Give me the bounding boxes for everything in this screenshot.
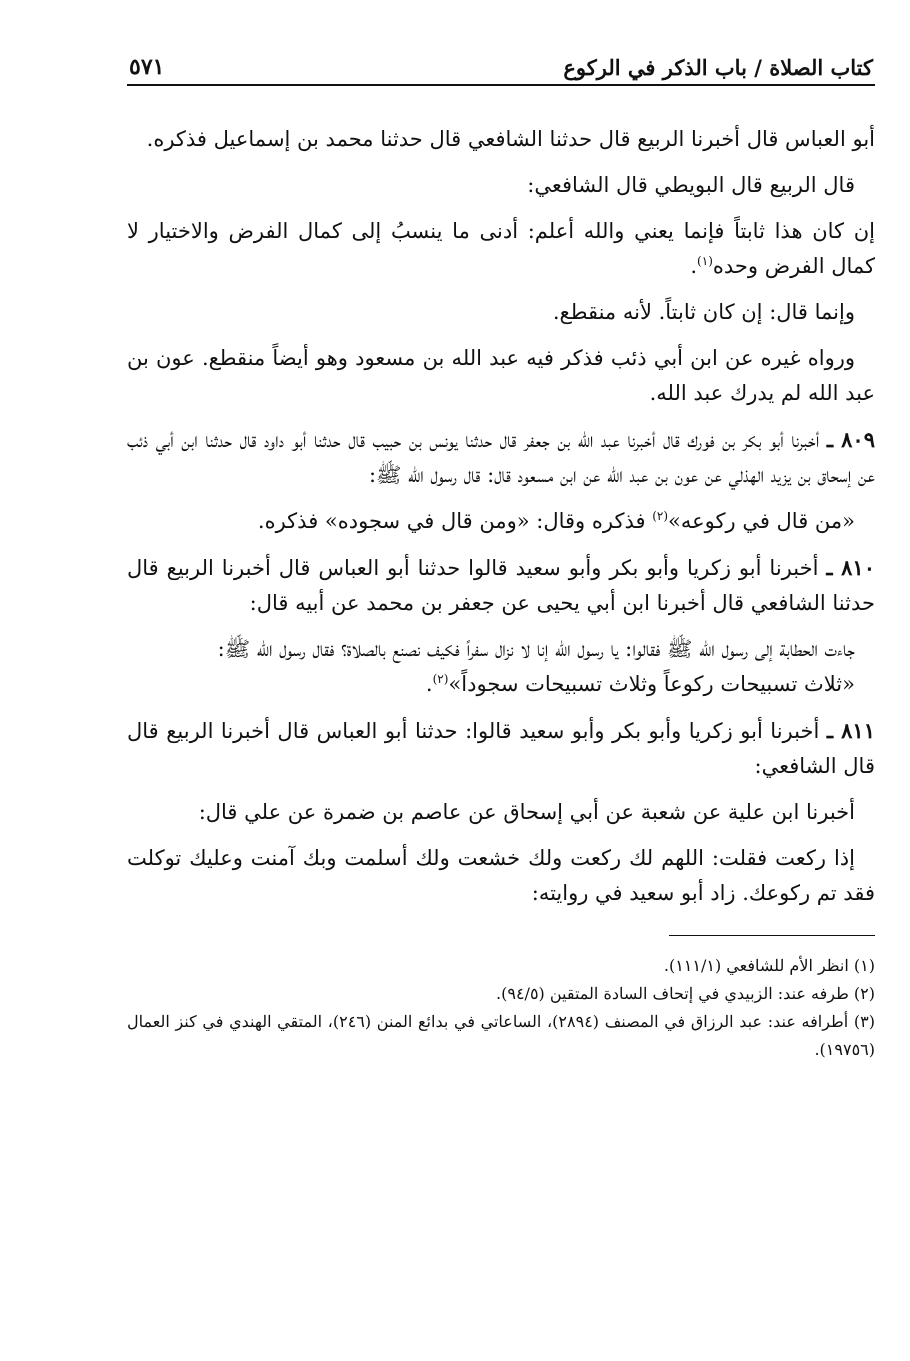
paragraph-text: إذا ركعت فقلت: اللهم لك ركعت ولك خشعت ولك أسلمت وبك آمنت وعليك توكلت فقد تم ركوعك. زاد أبو سعيد في روايته: — [127, 846, 875, 905]
main-text — [127, 122, 875, 911]
paragraph-tail: . — [425, 672, 433, 696]
paragraph-4 — [127, 295, 875, 330]
paragraph-1 — [127, 122, 875, 157]
paragraph-3 — [127, 214, 875, 284]
hadith-number: ٨١١ ـ — [826, 718, 875, 743]
paragraph-text: أخبرنا أبو زكريا وأبو بكر وأبو سعيد قالوا حدثنا أبو العباس قال أخبرنا الربيع قال حدثنا الشافعي قال أخبرنا ابن أبي يحيى عن جعفر بن محمد عن أبيه قال: — [127, 556, 875, 615]
page-number: ٥٧١ — [129, 54, 165, 80]
page-header — [127, 40, 875, 86]
footnote-ref: (٢) — [652, 509, 669, 523]
footnote-ref: (١) — [697, 254, 713, 268]
paragraph-10 — [127, 667, 875, 702]
paragraph-text: ورواه غيره عن ابن أبي ذئب فذكر فيه عبد الله بن مسعود وهو أيضاً منقطع. عون بن عبد الله لم يدرك عبد الله. — [127, 346, 875, 405]
footnote-2: (٢) طرفه عند: الزبيدي في إتحاف السادة المتقين (٩٤/٥). — [496, 984, 875, 1003]
paragraph-tail: . — [690, 254, 698, 278]
paragraph-13 — [127, 841, 875, 911]
paragraph-9 — [127, 632, 875, 667]
footnote-divider — [669, 935, 875, 936]
footnote-1: (١) انظر الأم للشافعي (١١١/١). — [663, 956, 875, 975]
paragraph-text: «من قال في ركوعه» — [668, 509, 855, 533]
paragraph-text: أبو العباس قال أخبرنا الربيع قال حدثنا الشافعي قال حدثنا محمد بن إسماعيل فذكره. — [146, 127, 875, 151]
hadith-number: ٨٠٩ ـ — [826, 427, 875, 452]
paragraph-text: أخبرنا ابن علية عن شعبة عن أبي إسحاق عن عاصم بن ضمرة عن علي قال: — [198, 800, 855, 824]
footnotes — [127, 952, 875, 1064]
paragraph-text: جاءت الحطابة إلى رسول الله ﷺ فقالوا: يا رسول الله إنا لا نزال سفراً فكيف نصنع بالصلاة؟ فقال رسول الله ﷺ: — [217, 637, 855, 661]
paragraph-text: إن كان هذا ثابتاً فإنما يعني والله أعلم: أدنى ما ينسبُ إلى كمال الفرض والاختيار لا كمال الفرض وحده — [127, 219, 875, 278]
hadith-809 — [127, 422, 875, 493]
footnote-ref: (٢) — [432, 672, 449, 686]
book-page — [127, 40, 875, 1064]
paragraph-12 — [127, 795, 875, 830]
paragraph-text: قال الربيع قال البويطي قال الشافعي: — [527, 173, 855, 197]
paragraph-7 — [127, 504, 875, 539]
hadith-811 — [127, 713, 875, 784]
footnote-3: (٣) أطرافه عند: عبد الرزاق في المصنف (٢٨٩٤)، الساعاتي في بدائع المنن (٢٤٦)، المتقي الهندي في كنز العمال (١٩٧٥٦). — [127, 1012, 875, 1059]
hadith-810 — [127, 550, 875, 621]
paragraph-5 — [127, 341, 875, 411]
paragraph-text: «ثلاث تسبيحات ركوعاً وثلاث تسبيحات سجوداً» — [448, 672, 855, 696]
paragraph-text: أخبرنا أبو بكر بن فورك قال أخبرنا عبد الله بن جعفر قال حدثنا يونس بن حبيب قال حدثنا أبو داود قال حدثنا ابن أبي ذئب عن إسحاق بن يزيد الهذلي عن عون بن عبد الله عن ابن مسعود قال: قال رسول الله ﷺ: — [127, 428, 875, 487]
paragraph-text: أخبرنا أبو زكريا وأبو بكر وأبو سعيد قالوا: حدثنا أبو العباس قال أخبرنا الربيع قال قال الشافعي: — [127, 719, 875, 778]
running-title: كتاب الصلاة / باب الذكر في الركوع — [563, 55, 873, 80]
paragraph-tail: فذكره وقال: «ومن قال في سجوده» فذكره. — [257, 509, 653, 533]
paragraph-text: وإنما قال: إن كان ثابتاً. لأنه منقطع. — [552, 300, 855, 324]
paragraph-2 — [127, 168, 875, 203]
hadith-number: ٨١٠ ـ — [826, 555, 875, 580]
